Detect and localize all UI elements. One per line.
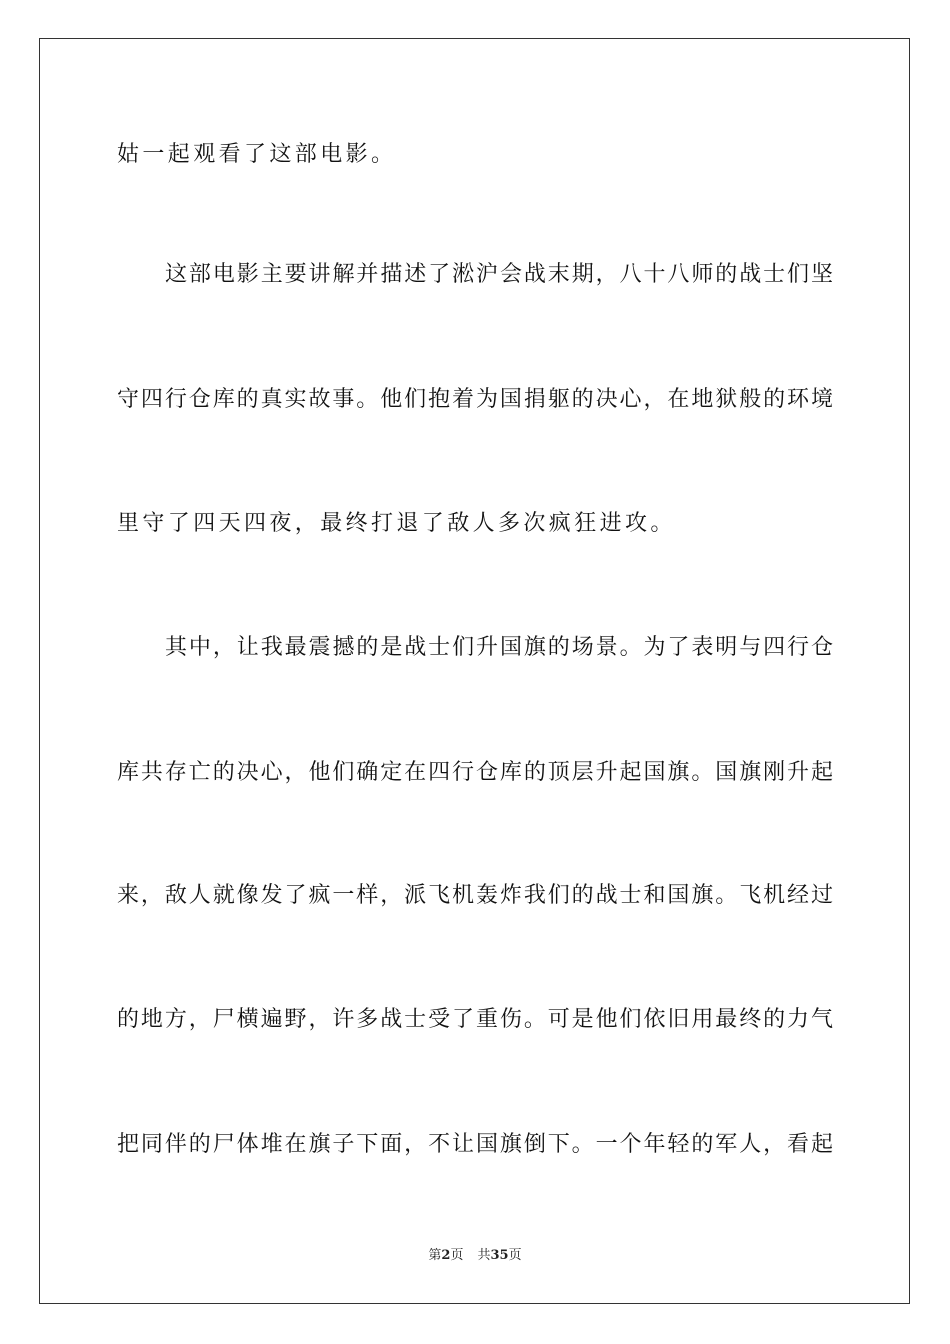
text-line-8: 的地方，尸横遍野，许多战士受了重伤。可是他们依旧用最终的力气 — [117, 1007, 833, 1032]
page-border — [39, 38, 910, 1304]
footer-page-suffix: 页 — [450, 1248, 464, 1263]
footer-total-pages: 35 — [490, 1248, 509, 1263]
text-line-3: 守四行仓库的真实故事。他们抱着为国捐躯的决心，在地狱般的环境 — [117, 387, 833, 412]
footer-page-prefix: 第 — [428, 1248, 442, 1263]
text-line-5: 其中，让我最震撼的是战士们升国旗的场景。为了表明与四行仓 — [165, 635, 833, 660]
text-line-9: 把同伴的尸体堆在旗子下面，不让国旗倒下。一个年轻的军人，看起 — [117, 1132, 833, 1157]
text-line-1: 姑一起观看了这部电影。 — [117, 142, 397, 167]
text-line-4: 里守了四天四夜，最终打退了敌人多次疯狂进攻。 — [117, 511, 676, 536]
footer-total-suffix: 页 — [508, 1248, 522, 1263]
text-line-7: 来，敌人就像发了疯一样，派飞机轰炸我们的战士和国旗。飞机经过 — [117, 883, 833, 908]
footer-total-prefix: 共 — [477, 1248, 491, 1263]
text-line-6: 库共存亡的决心，他们确定在四行仓库的顶层升起国旗。国旗刚升起 — [117, 760, 833, 785]
page-footer — [0, 1247, 950, 1265]
text-line-2: 这部电影主要讲解并描述了淞沪会战末期，八十八师的战士们坚 — [165, 262, 833, 287]
footer-page-number: 2 — [441, 1248, 451, 1263]
